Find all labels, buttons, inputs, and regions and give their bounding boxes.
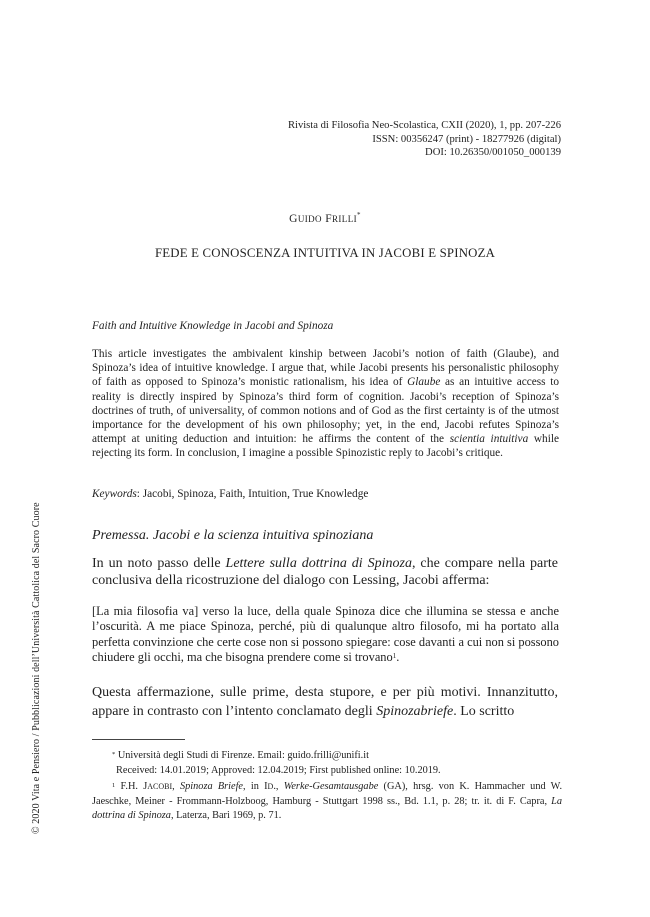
- journal-citation: Rivista di Filosofia Neo-Scolastica, CXII (2020), 1, pp. 207-226: [287, 120, 561, 131]
- author-name: GUIDO FRILLI*: [289, 211, 361, 225]
- block-quote: [La mia filosofia va] verso la luce, della quale Spinoza dice che illumina se stessa e anche l’oscurità. A me piace Spinoza, perché, più di qualunque altro filosofo, mi ha portato alla perfetta convinzione che certe cose non si possono spiegare: cose davanti a cui non si possono chiudere gli occhi, ma che bisogna prendere come si trovano$^1$.: [92, 604, 559, 664]
- article-title: FEDE E CONOSCENZA INTUITIVA IN JACOBI E SPINOZA: [154, 246, 496, 260]
- keywords: Keywords: Jacobi, Spinoza, Faith, Intuition, True Knowledge: [92, 488, 369, 500]
- english-title: Faith and Intuitive Knowledge in Jacobi and Spinoza: [92, 320, 334, 332]
- footnote-1: $^1$ F.H. JACOBI, Spinoza Briefe, in ID., Werke-Gesamtausgabe (GA), hrsg. von K. Hammacher und W. Jaeschke, Meiner - Frommann-Holzboog, Hamburg - Stuttgart 1998 ss., Bd. 1.1, p. 28; tr. it. di F. Capra, La dottrina di Spinoza, Laterza, Bari 1969, p. 71.: [92, 781, 563, 821]
- journal-header: [288, 119, 561, 160]
- intro-paragraph: In un noto passo delle Lettere sulla dottrina di Spinoza, che compare nella parte conclusiva della ricostruzione del dialogo con Lessing, Jacobi afferma:: [92, 556, 558, 588]
- copyright-sidebar: © 2020 Vita e Pensiero / Pubblicazioni dell’Università Cattolica del Sacro Cuore: [31, 502, 42, 834]
- body-paragraph: Questa affermazione, sulle prime, desta stupore, e per più motivi. Innanzitutto, appare in contrasto con l’intento conclamato degli Spinozabriefe. Lo scritto: [92, 685, 558, 719]
- footnote-ref-1[interactable]: 1: [392, 651, 397, 660]
- author-footnote-mark: *: [357, 211, 361, 219]
- footnote-separator: [92, 739, 185, 740]
- doi-line: DOI: 10.26350/001050_000139: [425, 147, 561, 159]
- issn-line: ISSN: 00356247 (print) - 18277926 (digital): [372, 133, 561, 145]
- abstract: This article investigates the ambivalent kinship between Jacobi’s notion of faith (Glaube), and Spinoza’s idea of intuitive knowledge. I argue that, while Jacobi presents his personalistic philosophy of faith as opposed to Spinoza’s monistic rationalism, his idea of Glaube as an intuitive access to reality is directly inspired by Spinoza’s third form of cognition. Jacobi’s reception of Spinoza’s doctrines of truth, of universality, of common notions and of God as the first certainty is of the utmost importance for the development of his own philosophy; yet, in the end, Jacobi refutes Spinoza’s attempt at uniting deduction and intuition: he affirms the content of the scientia intuitiva while rejecting its form. In conclusion, I imagine a possible Spinozistic reply to Jacobi’s critique.: [92, 348, 560, 460]
- section-title: Premessa. Jacobi e la scienza intuitiva spinoziana: [92, 528, 374, 543]
- footnote-author: * Università degli Studi di Firenze. Email: guido.frilli@unifi.it Received: 14.01.2019; Approved: 12.04.2019; First published online: 10.2019.: [112, 750, 441, 776]
